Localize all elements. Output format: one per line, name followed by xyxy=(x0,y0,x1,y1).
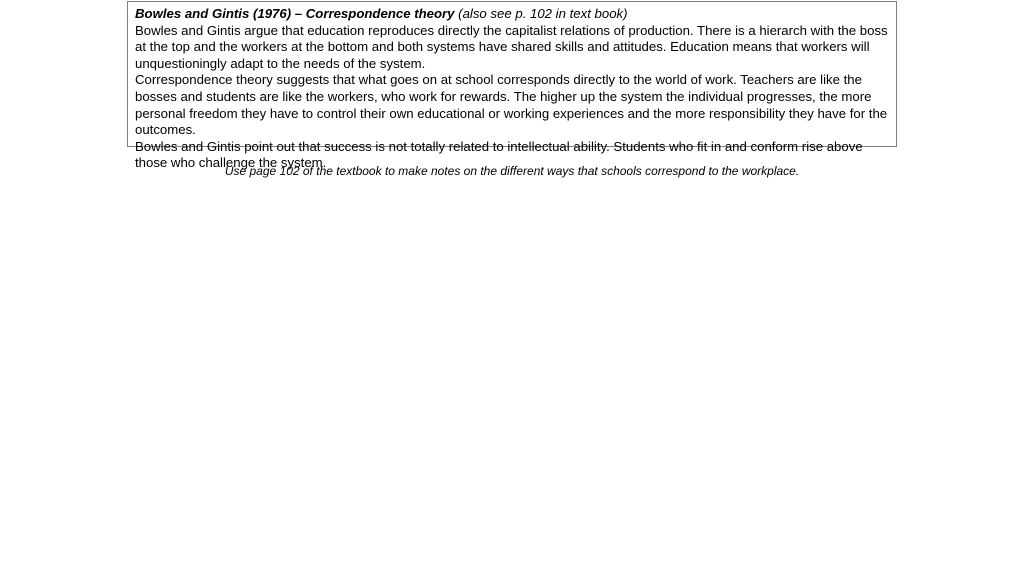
paragraph-correspondence: Correspondence theory suggests that what goes on at school corresponds directly to the world of work. Teachers are like the bosses and students are like the workers, who work for rewards. The higher up the system the individual progresses, the more personal freedom they have to control their own educational or working experiences and the more responsibility they have for the outcomes. xyxy=(135,72,888,138)
paragraph-success: Bowles and Gintis point out that success is not totally related to intellectual ability. Students who fit in and conform rise above those who challenge the system. xyxy=(135,138,863,171)
textbox-heading-line xyxy=(135,6,889,23)
paragraph-reproduction: Bowles and Gintis argue that education reproduces directly the capitalist relations of production. There is a hierarch with the boss at the top and the workers at the bottom and both systems have shared skills and attitudes. Education means that workers will unquestioningly adapt to the needs of the system. xyxy=(135,22,888,71)
textbox-heading-note: (also see p. 102 in text book) xyxy=(454,6,628,21)
instruction-text: Use page 102 of the textbook to make notes on the different ways that schools correspond to the workplace. xyxy=(224,164,800,178)
textbox-heading: Bowles and Gintis (1976) – Correspondence theory xyxy=(135,6,455,21)
